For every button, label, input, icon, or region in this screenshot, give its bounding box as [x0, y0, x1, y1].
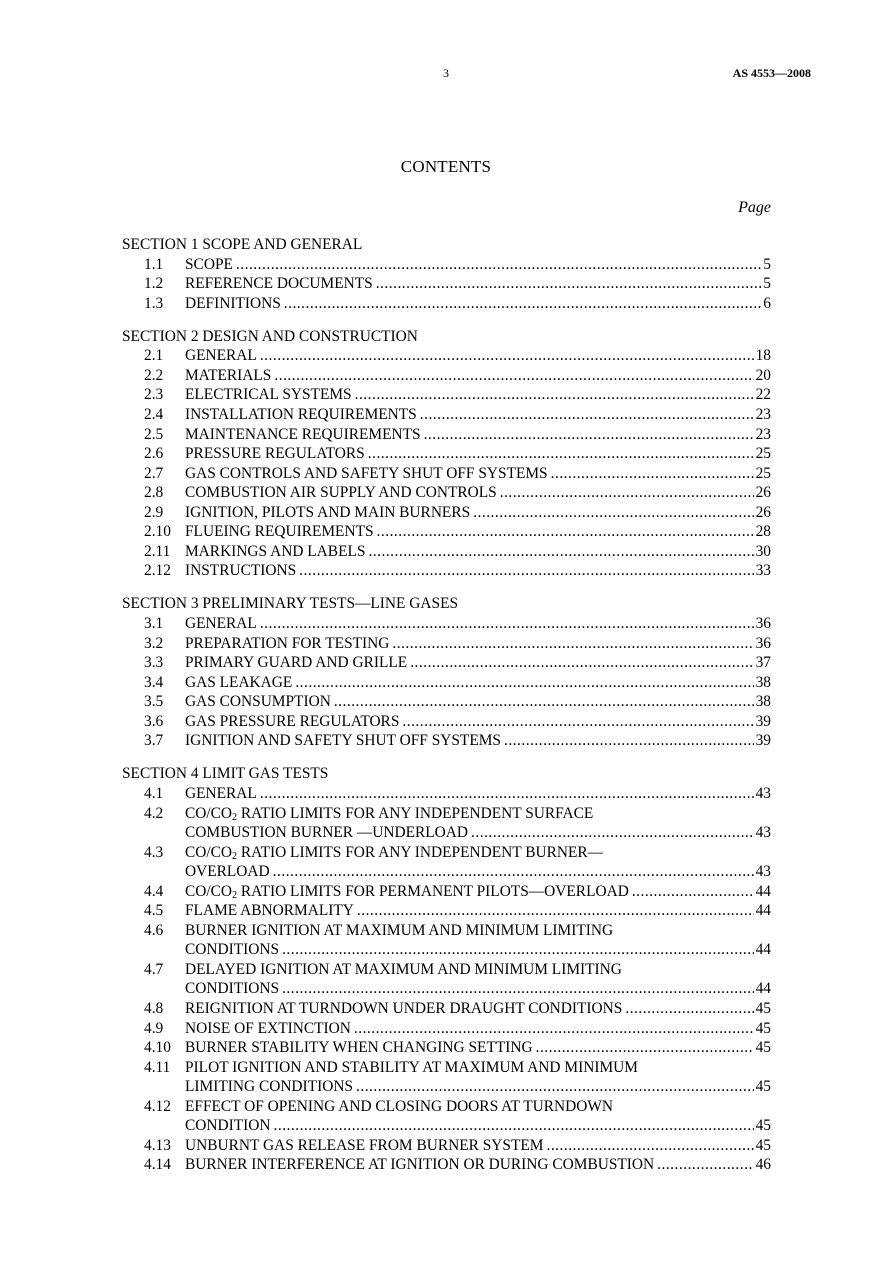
- entry-line: [185, 1038, 771, 1058]
- entry-title: GAS CONTROLS AND SAFETY SHUT OFF SYSTEMS: [185, 464, 548, 482]
- clause-number: 3.7: [144, 732, 164, 750]
- clause-number: 4.2: [144, 804, 164, 822]
- dot-leader: [368, 444, 754, 464]
- toc-entry[interactable]: [122, 542, 771, 562]
- page-ref: 26: [755, 503, 771, 521]
- clause-number: 3.6: [144, 712, 164, 730]
- toc-entry[interactable]: [122, 882, 771, 902]
- clause-number: 2.8: [144, 484, 164, 502]
- toc-entry[interactable]: [122, 444, 771, 464]
- entry-title: COMBUSTION BURNER —UNDERLOAD: [185, 824, 469, 842]
- clause-number: 2.2: [144, 366, 164, 384]
- entry-title: COMBUSTION AIR SUPPLY AND CONTROLS: [185, 484, 497, 502]
- toc-entry[interactable]: [122, 366, 771, 386]
- toc-entry[interactable]: [122, 464, 771, 484]
- entry-line: [185, 940, 771, 960]
- toc-entry[interactable]: [122, 522, 771, 542]
- entry-title: INSTALLATION REQUIREMENTS: [185, 405, 417, 423]
- toc-entry[interactable]: [122, 673, 771, 693]
- page-ref: 44: [755, 941, 771, 959]
- page-ref: 38: [755, 693, 771, 711]
- dot-leader: [471, 823, 754, 843]
- entry-line: [185, 405, 771, 425]
- entry-line: [185, 444, 771, 464]
- entry-line: [185, 921, 771, 941]
- clause-number: 2.4: [144, 405, 164, 423]
- page-ref: 28: [755, 523, 771, 541]
- page-ref: 39: [755, 732, 771, 750]
- table-of-contents: [122, 235, 771, 1189]
- page-ref: 38: [755, 673, 771, 691]
- entry-line: [185, 542, 771, 562]
- entry-title: CONDITION: [185, 1117, 271, 1135]
- page-ref: 36: [755, 615, 771, 633]
- clause-number: 2.5: [144, 425, 164, 443]
- entry-line: [185, 385, 771, 405]
- toc-entry[interactable]: [122, 425, 771, 445]
- toc-entry[interactable]: [122, 692, 771, 712]
- entry-title: BURNER INTERFERENCE AT IGNITION OR DURING COMBUSTION: [185, 1156, 655, 1174]
- entry-line: [185, 653, 771, 673]
- dot-leader: [657, 1155, 753, 1175]
- entry-title: PILOT IGNITION AND STABILITY AT MAXIMUM AND MINIMUM: [185, 1058, 638, 1076]
- dot-leader: [551, 464, 754, 484]
- toc-entry[interactable]: [122, 843, 771, 882]
- entry-title: GENERAL: [185, 615, 257, 633]
- toc-entry[interactable]: [122, 784, 771, 804]
- clause-number: 3.3: [144, 654, 164, 672]
- entry-title: $CO/CO_2$ RATIO LIMITS FOR ANY INDEPENDENT SURFACE: [185, 804, 594, 823]
- clause-number: 1.2: [144, 275, 164, 293]
- entry-line: [185, 614, 771, 634]
- entry-line: [185, 784, 771, 804]
- entry-title: GAS LEAKAGE: [185, 673, 293, 691]
- clause-number: 4.3: [144, 843, 164, 861]
- entry-line: [185, 712, 771, 732]
- entry-title: MAINTENANCE REQUIREMENTS: [185, 425, 421, 443]
- toc-entry[interactable]: [122, 901, 771, 921]
- dot-leader: [357, 901, 754, 921]
- entry-title: BURNER STABILITY WHEN CHANGING SETTING: [185, 1039, 533, 1057]
- entry-title: NOISE OF EXTINCTION: [185, 1019, 351, 1037]
- page-ref: 45: [755, 1078, 771, 1096]
- entry-line: [185, 673, 771, 693]
- entry-line: [185, 979, 771, 999]
- clause-number: 4.8: [144, 1000, 164, 1018]
- clause-number: 1.3: [144, 294, 164, 312]
- clause-number: 4.5: [144, 902, 164, 920]
- clause-number: 1.1: [144, 255, 164, 273]
- entry-title: PRESSURE REGULATORS: [185, 445, 365, 463]
- page-ref: 44: [755, 902, 771, 920]
- entry-title: DELAYED IGNITION AT MAXIMUM AND MINIMUM LIMITING: [185, 960, 622, 978]
- dot-leader: [536, 1038, 754, 1058]
- entry-line: [185, 1136, 771, 1156]
- entry-line: [185, 425, 771, 445]
- clause-number: 2.9: [144, 503, 164, 521]
- dot-leader: [260, 784, 754, 804]
- page-ref: 39: [755, 712, 771, 730]
- entry-line: [185, 823, 771, 843]
- toc-section: [122, 235, 771, 313]
- toc-entry[interactable]: [122, 712, 771, 732]
- entry-line: [185, 960, 771, 980]
- clause-number: 2.6: [144, 445, 164, 463]
- entry-line: [185, 464, 771, 484]
- dot-leader: [274, 1116, 754, 1136]
- clause-number: 2.10: [144, 523, 171, 541]
- toc-entry[interactable]: [122, 1058, 771, 1097]
- entry-line: [185, 901, 771, 921]
- dot-leader: [299, 561, 753, 581]
- entry-line: [185, 862, 771, 882]
- entry-line: [185, 366, 771, 386]
- page-ref: 36: [755, 634, 771, 652]
- page-ref: 22: [755, 386, 771, 404]
- entry-line: [185, 999, 771, 1019]
- toc-entry[interactable]: [122, 385, 771, 405]
- page-ref: 43: [755, 863, 771, 881]
- toc-section: [122, 764, 771, 1174]
- toc-entry[interactable]: [122, 405, 771, 425]
- dot-leader: [632, 882, 754, 902]
- dot-leader: [282, 979, 754, 999]
- toc-entry[interactable]: [122, 561, 771, 581]
- toc-entry[interactable]: [122, 274, 771, 294]
- toc-entry[interactable]: [122, 804, 771, 843]
- dot-leader: [410, 653, 753, 673]
- entry-title: GAS PRESSURE REGULATORS: [185, 712, 400, 730]
- entry-title: CONDITIONS: [185, 941, 280, 959]
- entry-line: [185, 1116, 771, 1136]
- toc-entry[interactable]: [122, 503, 771, 523]
- page-column-label: Page: [738, 199, 771, 216]
- section-heading[interactable]: SECTION 1 SCOPE AND GENERAL: [122, 236, 363, 253]
- clause-number: 2.7: [144, 464, 164, 482]
- toc-entry[interactable]: [122, 1155, 771, 1175]
- clause-number: 2.11: [144, 542, 171, 560]
- entry-line: [185, 731, 771, 751]
- toc-entry[interactable]: [122, 634, 771, 654]
- entry-title: OVERLOAD: [185, 863, 270, 881]
- entry-title: CONDITIONS: [185, 980, 280, 998]
- page-number: 3: [443, 66, 449, 80]
- clause-number: 4.7: [144, 960, 164, 978]
- clause-number: 2.1: [144, 347, 164, 365]
- page-ref: 25: [755, 464, 771, 482]
- toc-entry[interactable]: [122, 1019, 771, 1039]
- clause-number: 4.9: [144, 1019, 164, 1037]
- clause-number: 4.13: [144, 1136, 171, 1154]
- entry-line: [185, 255, 771, 275]
- page-ref: 37: [755, 654, 771, 672]
- clause-number: 4.10: [144, 1039, 171, 1057]
- clause-number: 2.12: [144, 562, 171, 580]
- dot-leader: [402, 712, 753, 732]
- toc-entry[interactable]: [122, 1136, 771, 1156]
- page-ref: 23: [755, 425, 771, 443]
- page-ref: 44: [755, 980, 771, 998]
- entry-title: REFERENCE DOCUMENTS: [185, 275, 373, 293]
- entry-title: INSTRUCTIONS: [185, 562, 297, 580]
- page-ref: 45: [755, 1000, 771, 1018]
- entry-line: [185, 1097, 771, 1117]
- dot-leader: [625, 999, 753, 1019]
- clause-number: 4.14: [144, 1156, 171, 1174]
- toc-entry[interactable]: [122, 1038, 771, 1058]
- entry-title: PRIMARY GUARD AND GRILLE: [185, 654, 408, 672]
- dot-leader: [376, 274, 762, 294]
- entry-line: [185, 634, 771, 654]
- entry-title: SCOPE: [185, 255, 233, 273]
- entry-title: UNBURNT GAS RELEASE FROM BURNER SYSTEM: [185, 1136, 544, 1154]
- entry-title: LIMITING CONDITIONS: [185, 1078, 353, 1096]
- standard-designation: AS 4553—2008: [732, 66, 811, 80]
- entry-title: PREPARATION FOR TESTING: [185, 634, 390, 652]
- clause-number: 4.12: [144, 1097, 171, 1115]
- clause-number: 3.2: [144, 634, 164, 652]
- page-ref: 43: [755, 785, 771, 802]
- entry-title: DEFINITIONS: [185, 294, 281, 312]
- dot-leader: [377, 522, 754, 542]
- entry-title: FLAME ABNORMALITY: [185, 902, 354, 920]
- clause-number: 3.4: [144, 673, 164, 691]
- page-ref: 20: [755, 366, 771, 384]
- dot-leader: [274, 366, 753, 386]
- page-ref: 6: [763, 294, 771, 312]
- section-heading[interactable]: SECTION 2 DESIGN AND CONSTRUCTION: [122, 327, 418, 345]
- entry-title: $CO/CO_2$ RATIO LIMITS FOR PERMANENT PILOTS—OVERLOAD: [185, 882, 629, 901]
- dot-leader: [295, 673, 753, 693]
- entry-title: IGNITION AND SAFETY SHUT OFF SYSTEMS: [185, 732, 501, 750]
- page-ref: 5: [763, 275, 771, 293]
- clause-number: 3.5: [144, 693, 164, 711]
- dot-leader: [334, 692, 754, 712]
- dot-leader: [284, 294, 762, 314]
- toc-entry[interactable]: [122, 614, 771, 634]
- entry-title: ELECTRICAL SYSTEMS: [185, 386, 352, 404]
- clause-number: 2.3: [144, 386, 164, 404]
- entry-line: [185, 522, 771, 542]
- toc-entry[interactable]: [122, 653, 771, 673]
- toc-entry[interactable]: [122, 1097, 771, 1136]
- entry-title: FLUEING REQUIREMENTS: [185, 523, 374, 541]
- section-heading[interactable]: SECTION 3 PRELIMINARY TESTS—LINE GASES: [122, 595, 459, 613]
- page-ref: 33: [755, 562, 771, 580]
- entry-title: GAS CONSUMPTION: [185, 693, 331, 711]
- page-ref: 46: [755, 1156, 771, 1174]
- toc-entry[interactable]: [122, 960, 771, 999]
- page-ref: 43: [755, 824, 771, 842]
- dot-leader: [260, 614, 754, 634]
- toc-entry[interactable]: [122, 921, 771, 960]
- page-ref: 5: [763, 255, 771, 273]
- entry-line: [185, 274, 771, 294]
- entry-line: [185, 692, 771, 712]
- dot-leader: [236, 255, 761, 275]
- dot-leader: [473, 503, 753, 523]
- entry-title: $CO/CO_2$ RATIO LIMITS FOR ANY INDEPENDENT BURNER—: [185, 843, 604, 862]
- entry-line: [185, 294, 771, 314]
- entry-title: MARKINGS AND LABELS: [185, 542, 366, 560]
- entry-title: MATERIALS: [185, 366, 272, 384]
- entry-line: [185, 1058, 771, 1078]
- toc-section: [122, 327, 771, 581]
- dot-leader: [260, 346, 754, 366]
- clause-number: 4.11: [144, 1058, 171, 1076]
- clause-number: 4.4: [144, 882, 164, 900]
- toc-entry[interactable]: [122, 346, 771, 366]
- dot-leader: [356, 1077, 754, 1097]
- page-ref: 45: [755, 1117, 771, 1135]
- entry-title: BURNER IGNITION AT MAXIMUM AND MINIMUM LIMITING: [185, 921, 614, 939]
- entry-line: [185, 804, 771, 824]
- dot-leader: [420, 405, 754, 425]
- entry-line: [185, 503, 771, 523]
- entry-line: [185, 1155, 771, 1175]
- dot-leader: [368, 542, 753, 562]
- dot-leader: [273, 862, 754, 882]
- toc-entry[interactable]: [122, 999, 771, 1019]
- page-ref: 45: [755, 1019, 771, 1037]
- dot-leader: [355, 385, 754, 405]
- toc-entry[interactable]: [122, 483, 771, 503]
- page-ref: 44: [755, 882, 771, 900]
- entry-line: [185, 1019, 771, 1039]
- entry-line: [185, 882, 771, 902]
- dot-leader: [354, 1019, 754, 1039]
- dot-leader: [504, 731, 754, 751]
- page-ref: 45: [755, 1136, 771, 1154]
- contents-title: CONTENTS: [400, 157, 492, 176]
- section-heading[interactable]: SECTION 4 LIMIT GAS TESTS: [122, 765, 329, 783]
- toc-entry[interactable]: [122, 294, 771, 314]
- entry-title: EFFECT OF OPENING AND CLOSING DOORS AT TURNDOWN: [185, 1097, 613, 1115]
- clause-number: 4.6: [144, 921, 164, 939]
- page-ref: 45: [755, 1039, 771, 1057]
- entry-line: [185, 483, 771, 503]
- page-ref: 18: [755, 347, 771, 365]
- page-ref: 30: [755, 542, 771, 560]
- dot-leader: [546, 1136, 753, 1156]
- dot-leader: [500, 483, 754, 503]
- entry-line: [185, 561, 771, 581]
- dot-leader: [392, 634, 753, 654]
- clause-number: 4.1: [144, 785, 164, 802]
- toc-entry[interactable]: [122, 731, 771, 751]
- entry-title: REIGNITION AT TURNDOWN UNDER DRAUGHT CONDITIONS: [185, 1000, 623, 1018]
- entry-title: GENERAL: [185, 347, 257, 365]
- clause-number: 3.1: [144, 615, 164, 633]
- entry-line: [185, 1077, 771, 1097]
- dot-leader: [424, 425, 754, 445]
- page-ref: 25: [755, 445, 771, 463]
- entry-title: IGNITION, PILOTS AND MAIN BURNERS: [185, 503, 471, 521]
- toc-entry[interactable]: [122, 255, 771, 275]
- entry-line: [185, 346, 771, 366]
- dot-leader: [282, 940, 754, 960]
- entry-line: [185, 843, 771, 863]
- page-ref: 23: [755, 405, 771, 423]
- toc-section: [122, 594, 771, 750]
- page-ref: 26: [755, 484, 771, 502]
- entry-title: GENERAL: [185, 785, 257, 802]
